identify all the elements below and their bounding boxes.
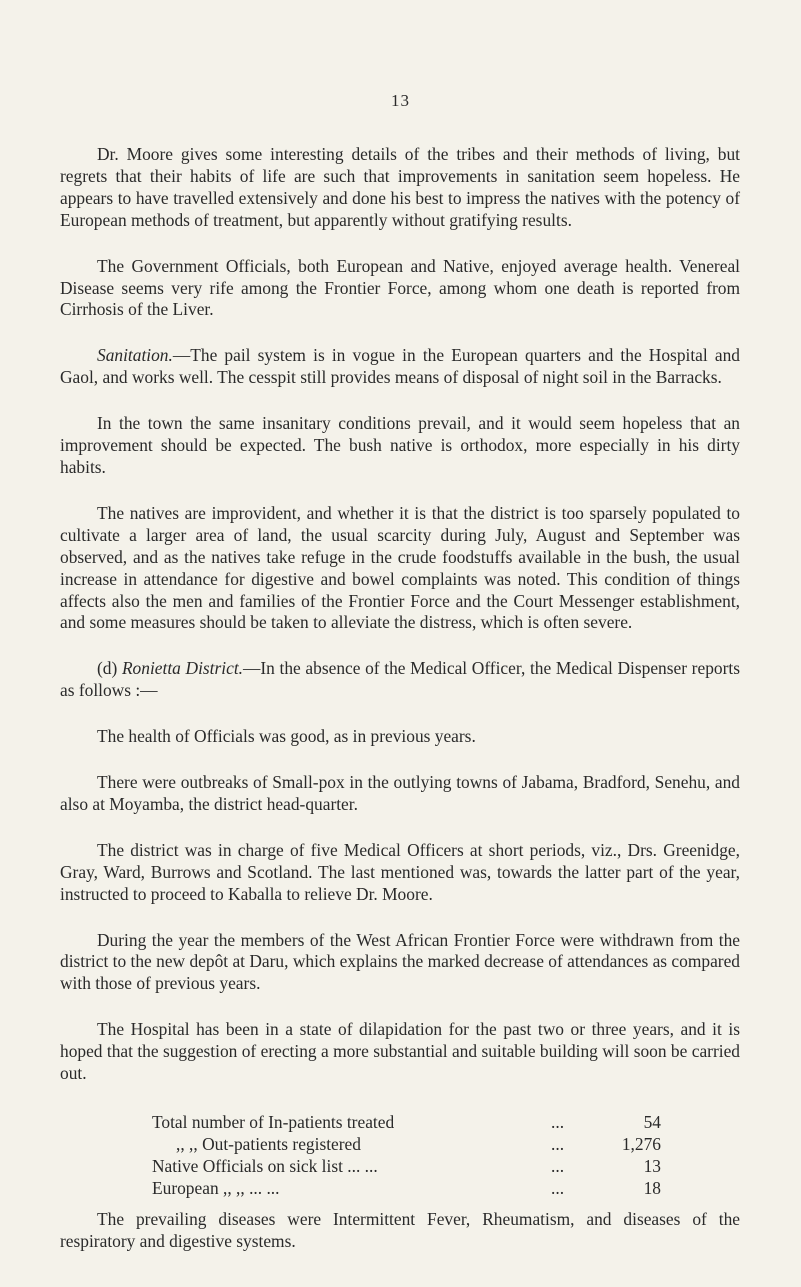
table-row (152, 1178, 661, 1200)
sanitation-heading: Sanitation. (97, 345, 173, 366)
paragraph-10: During the year the members of the West African Frontier Force were withdrawn from the district to the new depôt at Daru, which explains the marked decrease of attendances as compared with those of previous years. (60, 929, 740, 994)
stat-leader: ... (551, 1133, 565, 1154)
stat-label: Total number of In-patients treated (152, 1112, 395, 1132)
sanitation-text: —The pail system is in vogue in the European quarters and the Hospital and Gaol, and works well. The cesspit still provides means of disposal of night soil in the Barracks. (60, 345, 740, 388)
paragraph-5: The natives are improvident, and whether it is that the district is too sparsely populated to cultivate a larger area of land, the usual scarcity during July, August and September was observed, and as the natives take refuge in the crude foodstuffs available in the bush, the usual increase in attendance for digestive and bowel complaints was noted. This condition of things affects also the men and families of the Frontier Force and the Court Messenger establishment, and some measures should be taken to alleviate the distress, which is often severe. (60, 502, 740, 633)
paragraph-9: The district was in charge of five Medical Officers at short periods, viz., Drs. Greenidge, Gray, Ward, Burrows and Scotland. The last mentioned was, towards the latter part of the year, instructed to proceed to Kaballa to relieve Dr. Moore. (60, 839, 740, 904)
paragraph-4: In the town the same insanitary conditions prevail, and it would seem hopeless that an improvement should be expected. The bush native is orthodox, more especially in his dirty habits. (60, 413, 740, 477)
page-number: 13 (391, 91, 410, 110)
section-marker: (d) (97, 658, 118, 679)
stat-leader: ... (551, 1112, 565, 1132)
ronietta-text: —In the absence of the Medical Officer, the Medical Dispenser reports as follows :— (60, 658, 740, 701)
paragraph-12: The prevailing diseases were Intermittent Fever, Rheumatism, and diseases of the respiratory and digestive systems. (60, 1208, 740, 1251)
table-row (152, 1156, 661, 1178)
stat-value: 54 (643, 1112, 661, 1132)
table-row (152, 1134, 661, 1156)
document-body (60, 144, 740, 1276)
stat-leader: ... (551, 1155, 565, 1176)
paragraph-11: The Hospital has been in a state of dilapidation for the past two or three years, and it is hoped that the suggestion of erecting a more substantial and suitable building will soon be carried out. (60, 1019, 740, 1084)
ronietta-heading: Ronietta District. (121, 658, 243, 679)
stat-value: 1,276 (621, 1133, 661, 1154)
paragraph-sanitation (60, 345, 740, 389)
paragraph-1: Dr. Moore gives some interesting details of the tribes and their methods of living, but regrets that their habits of life are such that improvements in sanitation seem hopeless. He appears to have travelled extensively and done his best to impress the natives with the potency of European methods of treatment, but apparently without gratifying results. (60, 144, 740, 230)
paragraph-2: The Government Officials, both European and Native, enjoyed average health. Venereal Disease seems very rife among the Frontier Force, among whom one death is reported from Cirrhosis of the Liver. (60, 255, 740, 320)
stat-value: 13 (643, 1155, 661, 1176)
paragraph-ronietta (60, 658, 740, 702)
stat-value: 18 (643, 1177, 661, 1198)
stat-leader: ... (551, 1177, 565, 1198)
patient-statistics-table (152, 1112, 661, 1200)
stat-label: ,, ,, Out-patients registered (176, 1133, 361, 1154)
table-row (152, 1112, 661, 1134)
stat-label: European ,, ,, ... ... (152, 1177, 280, 1198)
paragraph-7: The health of Officials was good, as in previous years. (97, 726, 476, 747)
paragraph-8: There were outbreaks of Small-pox in the outlying towns of Jabama, Bradford, Senehu, and also at Moyamba, the district head-quarter. (60, 772, 740, 814)
stat-label: Native Officials on sick list ... ... (152, 1155, 378, 1176)
